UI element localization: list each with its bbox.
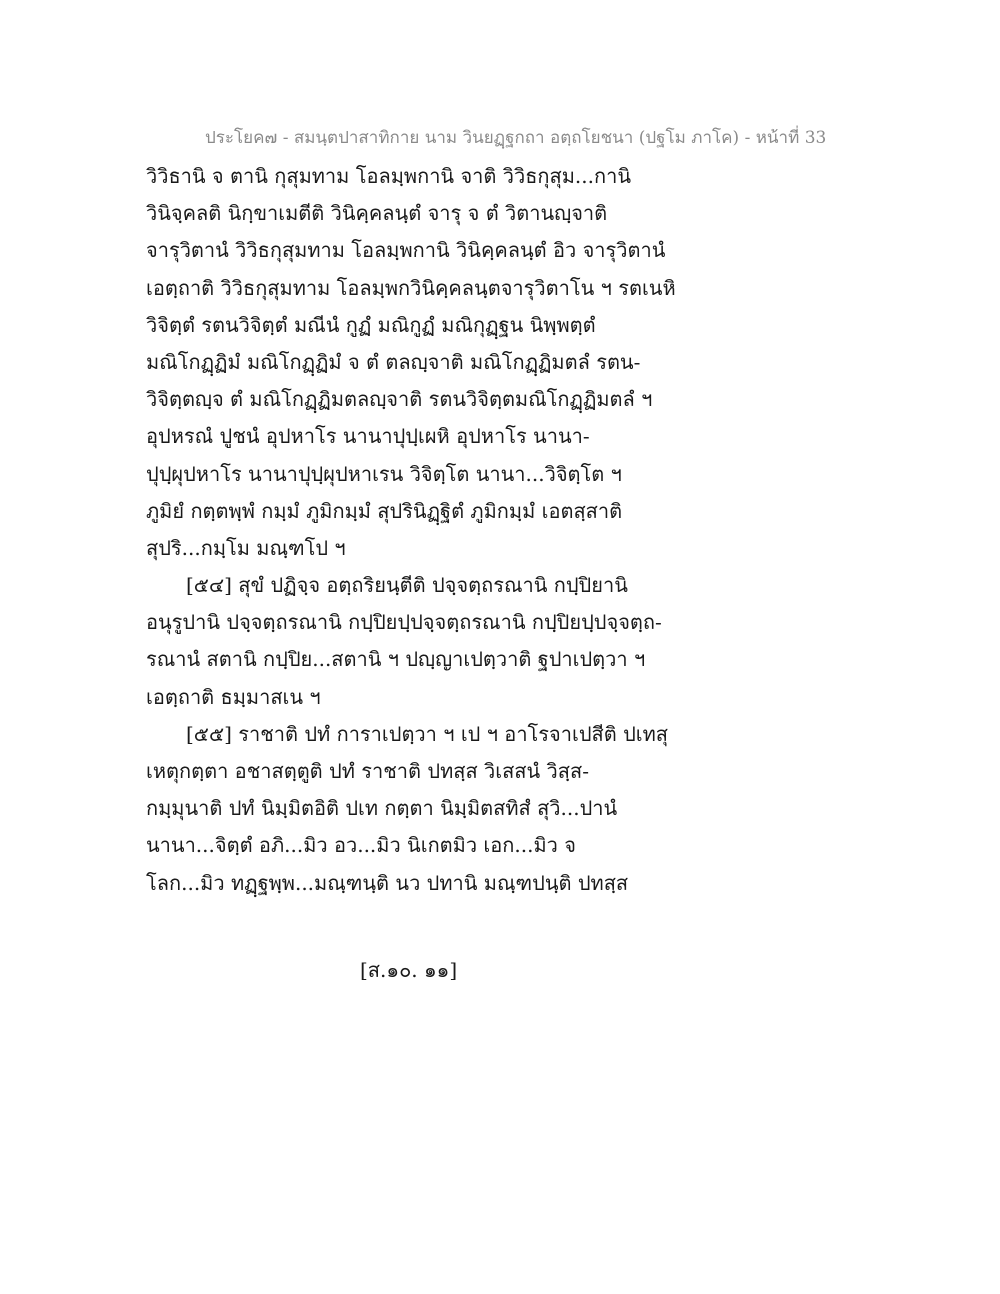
page-reference: [ส.๑๐. ๑๑] [360,958,458,982]
text-line: มณิโกฏฺฏิมํ มณิโกฏฺฏิมํ จ ตํ ตลญฺจาติ มณิโกฏฺฏิมตลํ รตน- [146,349,641,374]
text-line: เหตุกตฺตา อชาสตฺตูติ ปทํ ราชาติ ปทสฺส วิเสสนํ วิสฺส- [146,759,589,783]
text-line: วิจิตฺตํ รตนวิจิตฺตํ มณีนํ กูฏํ มณิกูฏํ มณิกุฏฺฐน นิพฺพตฺตํ [146,312,596,337]
text-line: วินิจฺคลติ นิกฺขาเมตีติ วินิคฺคลนฺตํ จารุ จ ตํ วิตานญฺจาติ [146,201,608,226]
text-line: วิวิธานิ จ ตานิ กุสุมทาม โอลมฺพกานิ จาติ วิวิธกุสุม...กานิ [146,164,631,188]
text-line: อุปหรณํ ปูชนํ อุปหาโร นานาปุปฺเผหิ อุปหาโร นานา- [146,424,590,449]
paragraph-start-line: [๕๕] ราชาติ ปทํ การาเปตฺวา ฯ เป ฯ อาโรจาเปสีติ ปเทสุ [186,721,668,746]
text-line: จารุวิตานํ วิวิธกุสุมทาม โอลมฺพกานิ วินิคฺคลนฺตํ อิว จารุวิตานํ [146,238,666,263]
text-line: สุปริ...กมฺโม มณฺฑโป ฯ [146,535,346,560]
text-line: เอตฺถาติ วิวิธกุสุมทาม โอลมฺพกวินิคฺคลนฺตจารุวิตาโน ฯ รตเนหิ [146,275,676,300]
text-line: ปุปฺผุปหาโร นานาปุปฺผุปหาเรน วิจิตฺโต นานา...วิจิตฺโต ฯ [146,461,622,486]
paragraph-start-line: [๕๔] สุขํ ปฏิจฺจ อตฺถริยนฺตีติ ปจฺจตฺถรณานิ กปฺปิยานิ [186,573,628,598]
text-line: ภูมิยํ กตฺตพฺพํ กมฺมํ ภูมิกมฺมํ สุปรินิฏฺฐิตํ ภูมิกมฺมํ เอตสฺสาติ [146,498,623,523]
text-line: นานา...จิตฺตํ อภิ...มิว อว...มิว นิเกตมิว เอก...มิว จ [146,833,576,858]
text-line: กมฺมุนาติ ปทํ นิมฺมิตอิติ ปเท กตฺตา นิมฺมิตสทิสํ สุวิ...ปานํ [146,796,618,821]
text-line: อนุรูปานิ ปจฺจตฺถรณานิ กปฺปิยปฺปจฺจตฺถรณานิ กปฺปิยปฺปจฺจตฺถ- [146,610,662,635]
body-text [146,158,866,902]
text-line: เอตฺถาติ ธมฺมาสเน ฯ [146,684,321,709]
text-line: โลก...มิว ทฏฺฐพฺพ...มณฺฑนฺติ นว ปทานิ มณฺฑปนฺติ ปทสฺส [146,870,629,895]
text-line: รณานํ สตานิ กปฺปิย...สตานิ ฯ ปญฺญาเปตฺวาติ ฐปาเปตฺวา ฯ [146,647,646,672]
text-line: วิจิตฺตญฺจ ตํ มณิโกฏฺฏิมตลญฺจาติ รตนวิจิตฺตมณิโกฏฺฏิมตลํ ฯ [146,387,653,412]
page-header: ประโยค๗ - สมนฺตปาสาทิกาย นาม วินยฏฺฐกถา อตฺถโยชนา (ปฐโม ภาโค) - หน้าที่ 33 [205,128,827,148]
